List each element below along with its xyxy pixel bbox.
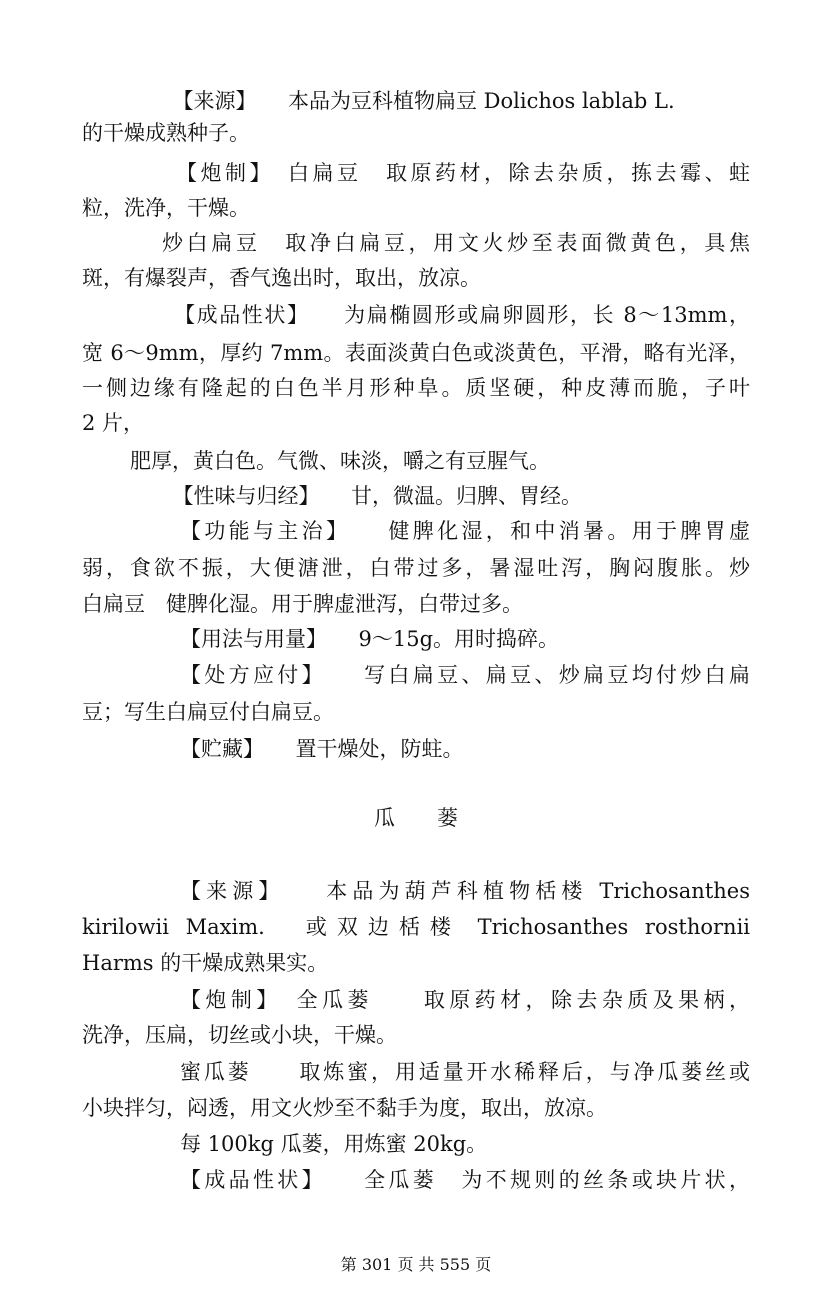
- text-line: 2 片，: [82, 411, 145, 435]
- text-line: 炒白扁豆 取净白扁豆，用文火炒至表面微黄色，具焦: [162, 231, 750, 255]
- text-line: 洗净，压扁，切丝或小块，干燥。: [82, 1023, 397, 1047]
- text-line: 【成品性状】 全瓜蒌 为不规则的丝条或块片状，: [180, 1168, 750, 1192]
- text-line: 一侧边缘有隆起的白色半月形种阜。质坚硬，种皮薄而脆，子叶: [82, 376, 750, 400]
- text-line: 【来源】 本品为葫芦科植物栝楼 Trichosanthes: [180, 879, 750, 903]
- text-line: 肥厚，黄白色。气微、味淡，嚼之有豆腥气。: [130, 449, 550, 473]
- text-line: 【用法与用量】 9～15g。用时捣碎。: [180, 627, 560, 651]
- text-line: 白扁豆 健脾化湿。用于脾虚泄泻，白带过多。: [82, 592, 523, 616]
- text-line: 【来源】 本品为豆科植物扁豆 Dolichos lablab L.: [162, 89, 675, 113]
- text-line: 【炮制】 全瓜蒌 取原药材，除去杂质及果柄，: [180, 988, 750, 1012]
- text-line: 【炮制】 白扁豆 取原药材，除去杂质，拣去霉、蛀: [162, 161, 750, 185]
- text-line: 蜜瓜蒌 取炼蜜，用适量开水稀释后，与净瓜蒌丝或: [180, 1060, 750, 1084]
- text-line: 弱，食欲不振，大便溏泄，白带过多，暑湿吐泻，胸闷腹胀。炒: [82, 556, 750, 580]
- text-line: 【性味与归经】 甘，微温。归脾、胃经。: [162, 484, 582, 508]
- section-heading: 瓜 蒌: [374, 806, 458, 830]
- text-line: 【功能与主治】 健脾化湿，和中消暑。用于脾胃虚: [180, 519, 750, 543]
- page-footer: 第 301 页 共 555 页: [340, 1255, 492, 1274]
- text-line: Harms 的干燥成熟果实。: [82, 951, 329, 975]
- text-line: 【处方应付】 写白扁豆、扁豆、炒扁豆均付炒白扁: [180, 663, 750, 687]
- text-line: 【贮藏】 置干燥处，防蛀。: [180, 737, 464, 761]
- text-line: 豆；写生白扁豆付白扁豆。: [82, 700, 334, 724]
- text-line: 斑，有爆裂声，香气逸出时，取出，放凉。: [82, 266, 481, 290]
- text-line: 小块拌匀，闷透，用文火炒至不黏手为度，取出，放凉。: [82, 1096, 607, 1120]
- text-line: kirilowii Maxim. 或双边栝楼 Trichosanthes rosthornii: [82, 915, 750, 939]
- text-line: 的干燥成熟种子。: [82, 121, 250, 145]
- text-line: 每 100kg 瓜蒌，用炼蜜 20kg。: [180, 1132, 488, 1156]
- text-line: 粒，洗净，干燥。: [82, 196, 250, 220]
- text-line: 宽 6～9mm，厚约 7mm。表面淡黄白色或淡黄色，平滑，略有光泽，: [82, 341, 750, 365]
- text-line: 【成品性状】 为扁椭圆形或扁卵圆形，长 8～13mm，: [162, 303, 750, 327]
